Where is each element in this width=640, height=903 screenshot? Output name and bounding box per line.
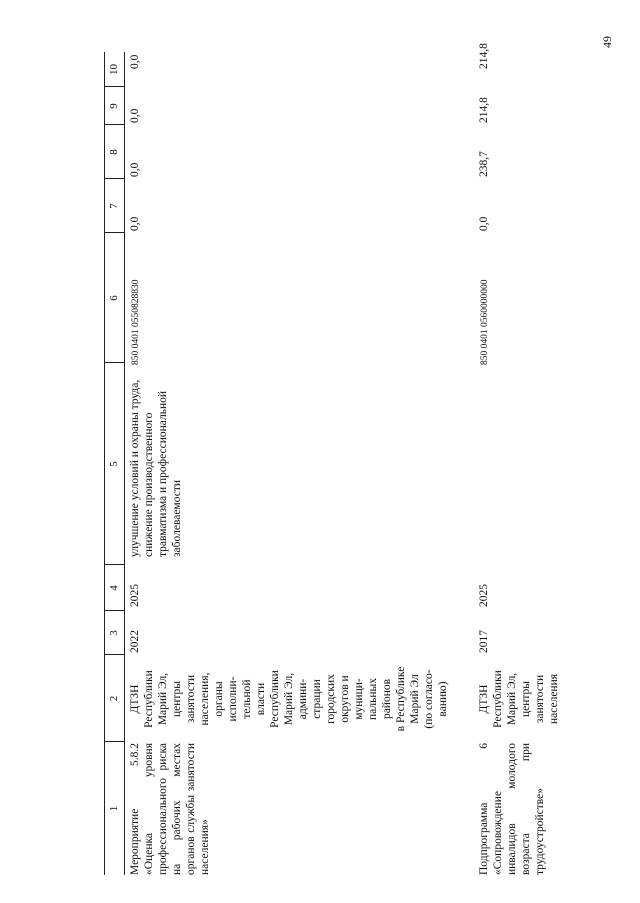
rotated-table [104,43,634,875]
row2-measure: Подпрограмма 6 «Сопровождение инвалидов молодого возраста при трудоустройстве» [478,743,546,875]
row1-budget-code: 850 0401 0550828830 [131,279,141,365]
header-col-2: 2 [108,695,120,702]
header-col-6: 6 [108,295,120,301]
header-col-10: 10 [108,64,120,75]
header-col-5: 5 [108,461,120,467]
header-col-1: 1 [108,805,120,812]
row1-measure: Мероприятие 5.8.2 «Оценка уровня профессионального риска на рабочих местах органов службы занятости населения» [129,743,211,875]
row1-start-year: 2022 [129,630,141,653]
row1-value-8: 0,0 [129,162,141,177]
row1-value-7: 0,0 [129,216,141,231]
header-col-9: 9 [108,103,120,109]
row2-end-year: 2025 [478,584,490,607]
row2-value-10: 214,8 [478,43,490,69]
table-top-rule [104,52,105,875]
header-col-4: 4 [108,585,120,591]
row2-executor: ДТЗН Республики Марий Эл, центры занятости населения [478,670,560,728]
header-col-3: 3 [108,630,120,636]
row1-value-9: 0,0 [129,108,141,123]
header-bottom-rule [124,52,125,875]
row2-value-8: 238,7 [478,151,490,177]
header-col-8: 8 [108,149,120,155]
header-col-7: 7 [108,203,120,209]
row2-budget-code: 850 0401 0560000000 [480,279,490,365]
row1-end-year: 2025 [129,584,141,607]
page-number: 49 [600,36,614,48]
row2-start-year: 2017 [478,630,490,653]
row1-executor: ДТЗН Республики Марий Эл, центры занятости населения, органы исполни- тельной власти Республики Марий Эл, админи- страции городских округов и муници- пальных районов в Республике Марий Эл (по согласо- ванию) [129,666,449,732]
row1-value-10: 0,0 [129,54,141,69]
row2-value-9: 214,8 [478,97,490,123]
row1-result: улучшение условий и охраны труда, снижение производственного травматизма и профессиональной заболеваемости [129,379,183,557]
row2-value-7: 0,0 [478,216,490,231]
